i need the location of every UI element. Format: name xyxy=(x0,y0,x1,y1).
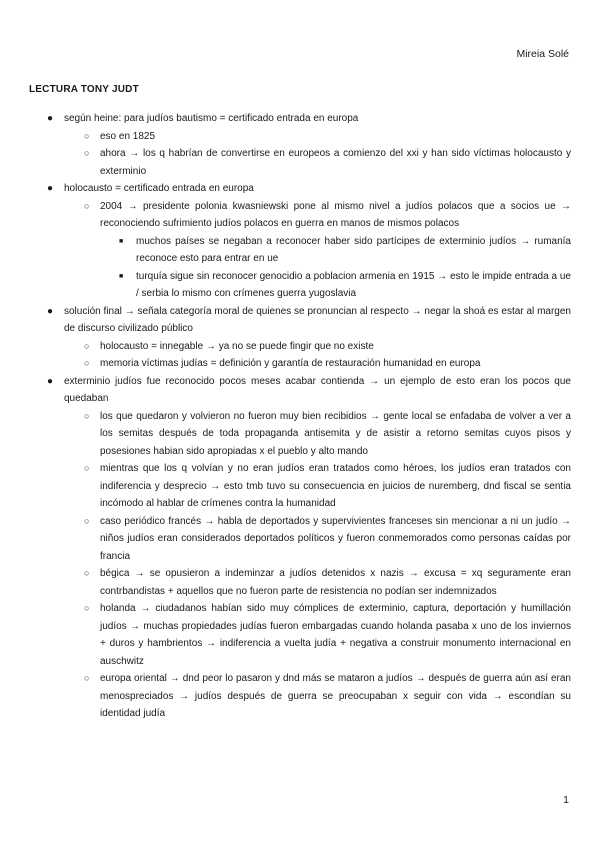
bullet-filled-circle: ● xyxy=(47,375,54,387)
list-item-text: holanda → ciudadanos habían sido muy cómplices de exterminio, captura, deportación y humillación judíos → muchas propiedades judías fueron embargadas cuando holanda pasaba x uno de los inviernos + duros y hambrientos → indiferencia a vuelta judía + negativa a construir monumento internacional en auschwitz xyxy=(100,603,571,667)
bullet-hollow-circle: ○ xyxy=(84,673,90,683)
list-item-text: bégica → se opusieron a indeminzar a judíos detenidos x nazis → excusa = xq seguramente eran contrbandistas + aquellos que no fueron parte de resistencia no podían ser indemnizados xyxy=(100,568,571,597)
bullet-hollow-circle: ○ xyxy=(84,568,90,578)
list-item xyxy=(119,268,571,303)
list-item-text: eso en 1825 xyxy=(100,130,156,142)
bullet-filled-square: ■ xyxy=(119,237,124,245)
bullet-hollow-circle: ○ xyxy=(84,463,90,473)
bullet-hollow-circle: ○ xyxy=(84,603,90,613)
bullet-filled-circle: ● xyxy=(47,113,54,124)
list-item xyxy=(47,373,571,408)
list-item-text: europa oriental → dnd peor lo pasaron y dnd más se mataron a judíos → después de guerra aún así eran menospreciados → judíos después de guerra se preocupaban x seguir con vida → escondían su identidad judía xyxy=(100,673,571,719)
list-item xyxy=(84,198,571,233)
list-item-text: muchos países se negaban a reconocer haber sido partícipes de exterminio judíos → rumanía reconoce esto para entrar en ue xyxy=(136,235,571,264)
list-item-text: exterminio judíos fue reconocido pocos meses acabar contienda → un ejemplo de esto eran los pocos que quedaban xyxy=(64,375,571,404)
list-item xyxy=(84,670,571,723)
list-item-text: holocausto = innegable → ya no se puede fingir que no existe xyxy=(100,340,374,352)
list-item xyxy=(84,565,571,600)
bullet-hollow-circle: ○ xyxy=(84,410,90,421)
list-item-text: 2004 → presidente polonia kwasniewski pone al mismo nivel a judíos polacos que a socios ue → reconociendo sufrimiento judíos polacos en guerra en manos de mismos polacos xyxy=(100,200,571,229)
list-item xyxy=(47,303,571,338)
list-item-text: según heine: para judíos bautismo = certificado entrada en europa xyxy=(64,113,359,124)
list-item xyxy=(84,460,571,513)
list-item xyxy=(84,355,571,373)
list-item xyxy=(84,338,571,356)
list-item xyxy=(84,408,571,461)
list-item-text: solución final → señala categoría moral de quienes se pronuncian al respecto → negar la shoá es estar al margen de discurso civilizado público xyxy=(64,305,571,334)
author-name: Mireia Solé xyxy=(516,48,569,60)
bullet-hollow-circle: ○ xyxy=(84,515,90,526)
bullet-hollow-circle: ○ xyxy=(84,340,90,351)
list-item-text: los que quedaron y volvieron no fueron muy bien recibidios → gente local se enfadaba de volver a ver a los semitas después de toda propaganda antisemita y de asistir a retorno semitas cuyos pisos y posesiones habian sido apropiadas x el pueblo y alto mando xyxy=(100,410,571,457)
bullet-filled-circle: ● xyxy=(47,183,54,194)
list-item xyxy=(119,233,571,268)
list-item-text: mientras que los q volvían y no eran judíos eran tratados como héroes, los judíos eran tratados con indiferencia y desprecio → esto tmb tuvo su consecuencia en juicios de nuremberg, dnd fiscal se sentia incómodo al hablar de crímenes contra la humanidad xyxy=(100,463,571,509)
list-item xyxy=(84,145,571,180)
list-item-text: holocausto = certificado entrada en europa xyxy=(64,183,254,194)
list-item-text: ahora → los q habrían de convertirse en europeos a comienzo del xxi y han sido víctimas holocausto y exterminio xyxy=(100,148,571,177)
list-item xyxy=(84,513,571,566)
bullet-hollow-circle: ○ xyxy=(84,130,90,141)
list-item xyxy=(47,110,571,128)
list-item xyxy=(47,180,571,198)
bullet-hollow-circle: ○ xyxy=(84,148,90,158)
notes-list xyxy=(0,110,600,723)
page-number: 1 xyxy=(563,794,569,806)
list-item-text: caso periódico francés → habla de deportados y supervivientes franceses sin mencionar a ni un judío → niños judíos eran considerados deportados políticos y fueron conmemorados como personas caídas por francia xyxy=(100,515,571,562)
bullet-filled-circle: ● xyxy=(47,305,54,317)
bullet-hollow-circle: ○ xyxy=(84,200,90,211)
list-item-text: memoria víctimas judías = definición y garantía de restauración humanidad en europa xyxy=(100,358,481,369)
list-item xyxy=(84,600,571,670)
bullet-hollow-circle: ○ xyxy=(84,358,90,368)
list-item xyxy=(84,128,571,146)
document-title: LECTURA TONY JUDT xyxy=(29,84,139,95)
bullet-filled-square: ■ xyxy=(119,272,124,280)
list-item-text: turquía sigue sin reconocer genocidio a poblacion armenia en 1915 → esto le impide entrada a ue / serbia lo mismo con crímenes guerra yugoslavia xyxy=(136,270,571,299)
